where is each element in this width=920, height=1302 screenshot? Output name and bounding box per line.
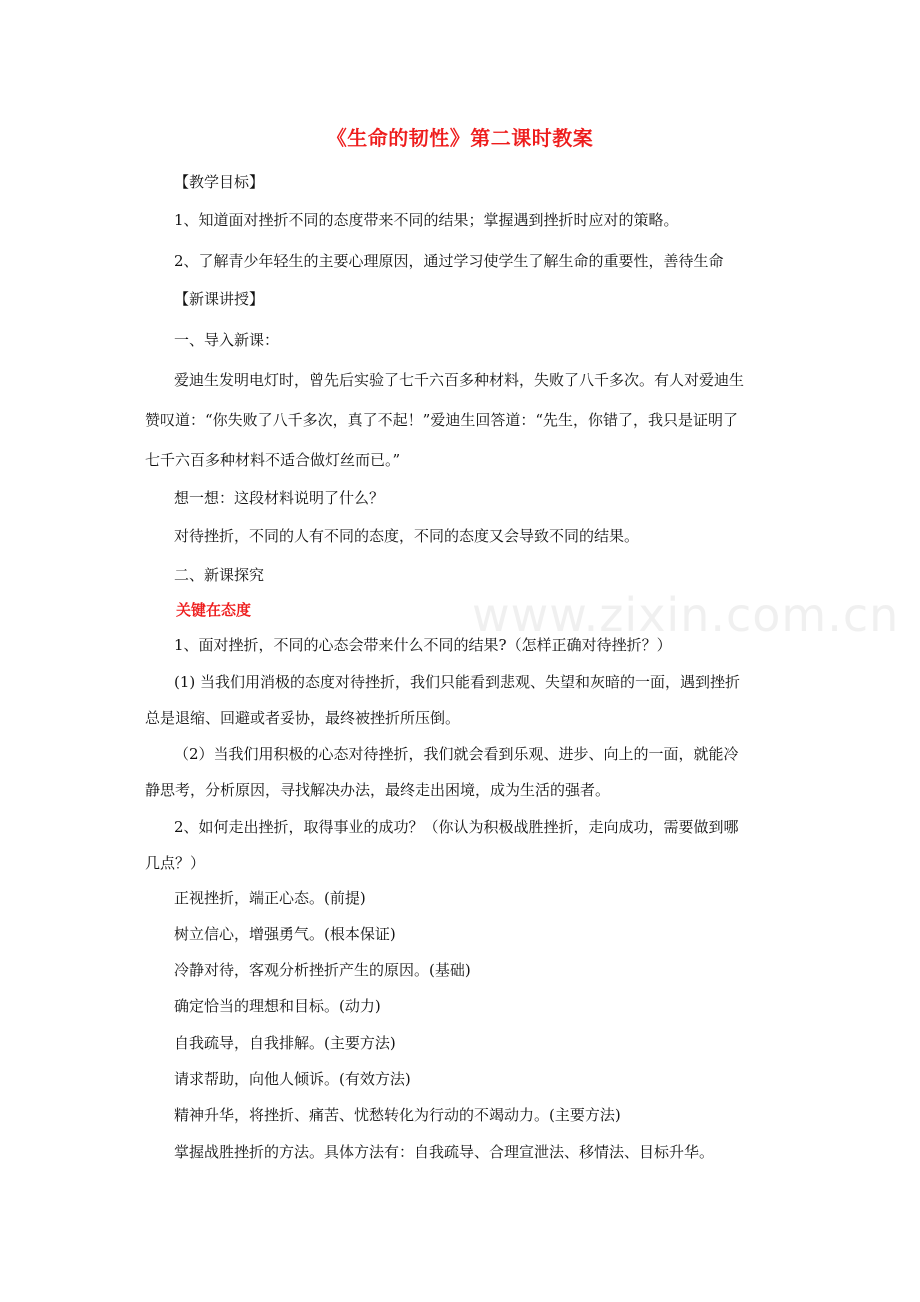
- paragraph-line: 赞叹道：“你失败了八千多次，真了不起！”爱迪生回答道：“先生，你错了，我只是证明了: [145, 411, 739, 429]
- section-heading-lecture: 【新课讲授】: [174, 290, 265, 308]
- objective-2: 2、了解青少年轻生的主要心理原因，通过学习使学生了解生命的重要性，善待生命: [174, 252, 724, 270]
- list-item: 掌握战胜挫折的方法。具体方法有：自我疏导、合理宣泄法、移情法、目标升华。: [174, 1143, 715, 1161]
- subheading-intro: 一、导入新课：: [174, 331, 280, 349]
- question-line: 几点？）: [145, 854, 206, 872]
- list-item: 确定恰当的理想和目标。(动力): [174, 997, 381, 1015]
- subheading-explore: 二、新课探究: [174, 566, 265, 584]
- page-title: 《生命的韧性》第二课时教案: [326, 126, 594, 150]
- list-item: 正视挫折，端正心态。(前提): [174, 889, 366, 907]
- question-line: 2、如何走出挫折，取得事业的成功？（你认为积极战胜挫折，走向成功，需要做到哪: [174, 818, 739, 836]
- paragraph-line: 对待挫折，不同的人有不同的态度，不同的态度又会导致不同的结果。: [174, 527, 640, 545]
- section-heading-objectives: 【教学目标】: [174, 173, 265, 191]
- red-subheading: 关键在态度: [176, 601, 252, 619]
- list-item: 请求帮助，向他人倾诉。(有效方法): [174, 1070, 411, 1088]
- list-item: 精神升华，将挫折、痛苦、忧愁转化为行动的不竭动力。(主要方法): [174, 1106, 621, 1124]
- paragraph-line: 七千六百多种材料不适合做灯丝而已。”: [145, 451, 401, 469]
- list-item: 冷静对待，客观分析挫折产生的原因。(基础): [174, 961, 471, 979]
- paragraph-line: 静思考，分析原因，寻找解决办法，最终走出困境，成为生活的强者。: [145, 781, 611, 799]
- question-line: 想一想：这段材料说明了什么？: [174, 489, 385, 507]
- paragraph-line: （2）当我们用积极的心态对待挫折，我们就会看到乐观、进步、向上的一面，就能冷: [174, 745, 739, 763]
- watermark: www.zixin.com.cn: [472, 588, 900, 642]
- paragraph-line: 爱迪生发明电灯时，曾先后实验了七千六百多种材料，失败了八千多次。有人对爱迪生: [174, 371, 745, 389]
- paragraph-line: 总是退缩、回避或者妥协，最终被挫折所压倒。: [145, 709, 461, 727]
- list-item: 树立信心，增强勇气。(根本保证): [174, 925, 396, 943]
- paragraph-line: (1) 当我们用消极的态度对待挫折，我们只能看到悲观、失望和灰暗的一面，遇到挫折: [174, 673, 741, 691]
- list-item: 自我疏导，自我排解。(主要方法): [174, 1034, 396, 1052]
- question-line: 1、面对挫折，不同的心态会带来什么不同的结果?（怎样正确对待挫折？）: [174, 636, 672, 654]
- objective-1: 1、知道面对挫折不同的态度带来不同的结果；掌握遇到挫折时应对的策略。: [174, 211, 679, 229]
